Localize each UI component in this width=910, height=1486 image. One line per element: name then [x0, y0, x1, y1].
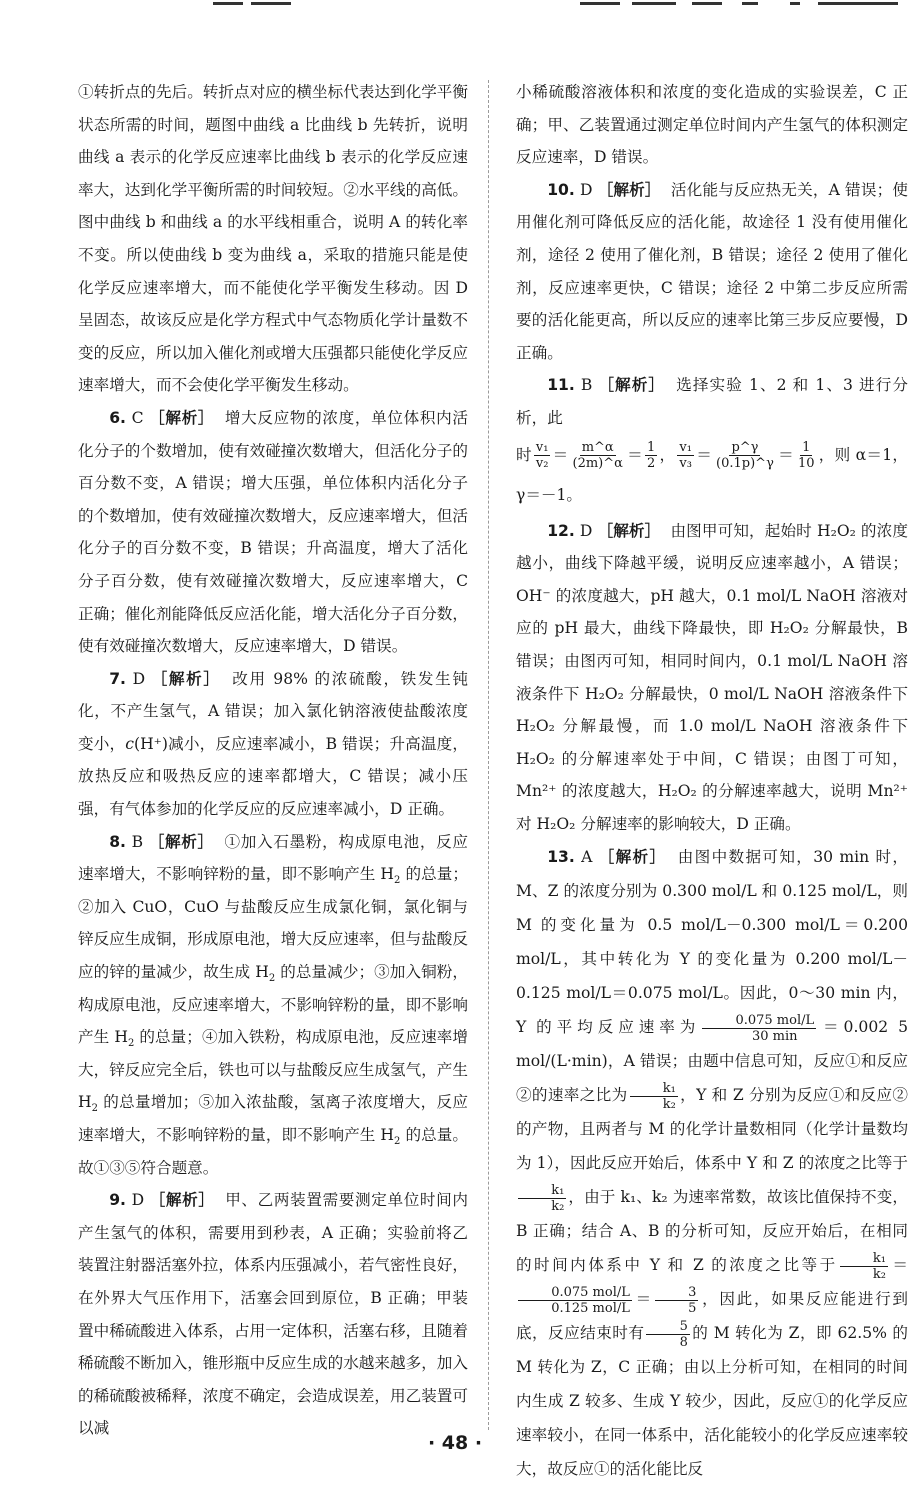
frac-num: v₁	[535, 440, 549, 456]
q12-number: 12.	[547, 521, 575, 540]
frac-num: 3	[655, 1285, 698, 1301]
q6-number: 6.	[109, 408, 126, 427]
frac-num: v₁	[679, 440, 692, 456]
q11-text: 选择实验 1、2 和 1、3 进行分析，此	[516, 376, 908, 427]
fraction-v1-v3	[677, 440, 694, 471]
q12-tag: ［解析］	[597, 521, 661, 540]
q7-answer: D	[132, 669, 146, 688]
right-column	[516, 76, 908, 1486]
fraction-k1-k2	[518, 1183, 566, 1214]
q8-text-5: 的总量增加；⑤加入浓盐酸，氢离子浓度增大，反应速率增大，不影响锌粉的量，即不影响产生 H	[78, 1093, 468, 1144]
q13-answer: A	[581, 848, 593, 867]
fraction-ratio	[518, 1285, 632, 1316]
q8-text-4: 的总量；④加入铁粉，构成原电池，反应速率增大，锌反应完全后，铁也可以与盐酸反应生成氢气，产生 H	[78, 1028, 468, 1112]
q8-text-2: 的总量；②加入 CuO，CuO 与盐酸反应生成氯化铜，氯化铜与锌反应生成铜，形成原电池，增大反应速率，但与盐酸反应的锌的量减少，故生成 H	[78, 865, 468, 982]
q6-tag: ［解析］	[149, 408, 215, 427]
frac-den: (0.1p)^γ	[716, 456, 774, 472]
subscript: 2	[394, 875, 401, 887]
q10-number: 10.	[547, 180, 575, 199]
q8-text-3: 的总量减少；③加入铜粉，构成原电池，反应速率增大，不影响锌粉的量，即不影响产生 H	[78, 963, 468, 1047]
q7-number: 7.	[109, 669, 126, 688]
q7-text-a: 改用 98% 的浓硫酸，铁发生钝化，不产生氢气，A 错误；加入氯化钠溶液使盐酸浓度变小，	[78, 669, 468, 753]
frac-den: 8	[679, 1334, 688, 1350]
frac-den: k₂	[662, 1096, 676, 1112]
frac-den: (2m)^α	[572, 456, 623, 472]
fraction-tenth	[796, 440, 817, 471]
left-column	[78, 76, 468, 1445]
q9-text: 甲、乙两装置需要测定单位时间内产生氢气的体积，需要用到秒表，A 正确；实验前将乙装置注射器活塞外拉，体系内压强减小，若气密性良好，在外界大气压作用下，活塞会回到原位，B 正确；甲装置中稀硫酸进入体系，占用一定体积，活塞右移，且随着稀硫酸不断加入，锥形瓶中反应生成的水越来越多，加入的稀硫酸被稀释，浓度不确定，会造成误差，用乙装置可以减	[78, 1191, 468, 1438]
q11-shi: 时	[516, 445, 532, 464]
answer-q8	[78, 826, 468, 1185]
q13-number: 13.	[547, 848, 575, 867]
fraction-k1-k2	[630, 1081, 678, 1112]
q13-text-4: ，由于 k₁、k₂ 为速率常数，故该比值保持不变，B 正确；结合 A、B 的分析可知，反应开始后，在相同的时间内体系中 Y 和 Z 的浓度之比等于	[516, 1188, 908, 1275]
answer-q11	[516, 369, 908, 434]
answer-q7	[78, 663, 468, 826]
q9-answer: D	[131, 1191, 145, 1210]
frac-num: 0.075 mol/L	[518, 1285, 632, 1301]
q11-tag: ［解析］	[598, 376, 666, 395]
frac-den: k₂	[872, 1266, 886, 1282]
frac-num: k₁	[840, 1251, 888, 1267]
fraction-5-8	[646, 1319, 689, 1350]
paragraph-q9-cont: 小稀硫酸溶液体积和浓度的变化造成的实验误差，C 正确；甲、乙装置通过测定单位时间内产生氢气的体积测定反应速率，D 错误。	[516, 83, 908, 167]
frac-num: p^γ	[731, 440, 759, 456]
q7-text-b: 减小，反应速率减小，B 错误；升高温度，放热反应和吸热反应的速率都增大，C 错误；减小压强，有气体参加的化学反应的反应速率减小，D 正确。	[78, 734, 468, 819]
frac-num: m^α	[581, 440, 614, 456]
answer-q6	[78, 402, 468, 663]
q8-number: 8.	[109, 832, 126, 851]
equals: ＝	[889, 1256, 908, 1275]
q11-formula-line: 时 $\frac{\text{v₁}}{\text{v₂}}$ ＝ $\frac{m\^{}\alpha}{(2m)\^{}\alpha}$ ＝ $\frac{1}{2}$ ， $\frac{\text{v₁}}{\text{v₃}}$ ＝ $\frac{p\^{}\gamma}{(0.1p)\^{}\gamma}$ ＝ $\frac{1}{10}$ ，则 α＝1，γ＝－1。	[516, 440, 908, 504]
fraction-p	[714, 440, 776, 471]
q11-number: 11.	[547, 376, 575, 395]
frac-num: k₁	[518, 1183, 566, 1199]
q9-tag: ［解析］	[149, 1191, 215, 1210]
q10-text: 活化能与反应热无关，A 错误；使用催化剂可降低反应的活化能，故途径 1 没有使用催化剂，途径 2 使用了催化剂，B 错误；途径 2 使用了催化剂，反应速率更快，C 错误；途径 2 中第二步反应所需要的活化能更高，所以反应的速率比第三步反应要慢，D 正确。	[516, 180, 908, 362]
column-divider	[488, 80, 489, 1430]
q13-text-3: ，Y 和 Z 分别为反应①和反应②的产物，且两者与 M 的化学计量数相同（化学计量数均为 1），因此反应开始后，体系中 Y 和 Z 的浓度之比等于	[516, 1086, 908, 1173]
frac-num: 1	[802, 440, 811, 456]
q8-text-6: 的总量。故①③⑤符合题意。	[78, 1126, 468, 1177]
q11-tail: ，则 α＝1，γ＝－1。	[516, 445, 908, 504]
q8-text-1: ①加入石墨粉，构成原电池，反应速率增大，不影响锌粉的量，即不影响产生 H	[78, 832, 468, 884]
q10-answer: D	[579, 180, 593, 199]
q8-answer: B	[131, 832, 144, 851]
frac-den: v₂	[535, 456, 549, 472]
frac-den: 30 min	[752, 1028, 798, 1044]
equals: ＝	[633, 1290, 653, 1309]
q9-number: 9.	[109, 1191, 126, 1210]
answer-q10	[516, 174, 908, 370]
paragraph-q5-cont: ①转折点的先后。转折点对应的横坐标代表达到化学平衡状态所需的时间，题图中曲线 a 比曲线 b 先转折，说明曲线 a 表示的化学反应速率比曲线 b 表示的化学反应速率大，达到化学平衡所需的时间较短。②水平线的高低。图中曲线 b 和曲线 a 的水平线相重合，说明 A 的转化率不变。所以使曲线 b 变为曲线 a，采取的措施只能是使化学反应速率增大，而不能使化学平衡发生移动。因 D 呈固态，故该反应是化学方程式中气态物质化学计量数不变的反应，所以加入催化剂或增大压强都只能使化学反应速率增大，而不会使化学平衡发生移动。	[78, 83, 468, 395]
q7-tag: ［解析］	[151, 669, 221, 688]
subscript: 2	[394, 1136, 401, 1148]
fraction-half	[645, 440, 657, 471]
q11-answer: B	[580, 376, 593, 395]
frac-den: 5	[688, 1300, 697, 1316]
frac-den: 2	[647, 456, 656, 472]
subscript: 2	[127, 1038, 135, 1050]
answer-q12	[516, 515, 908, 841]
q10-tag: ［解析］	[597, 180, 661, 199]
q13-text-2: ＝0.002 5 mol/(L·min)，A 错误；由题中信息可知，反应①和反应②的速率之比为	[516, 1018, 908, 1105]
frac-den: v₃	[679, 456, 692, 472]
frac-num: 0.075 mol/L	[702, 1013, 816, 1029]
q13-text-5: ，因此，如果反应能进行到底，反应结束时有	[516, 1290, 908, 1343]
frac-den: 10	[797, 456, 815, 472]
q7-hplus: (H⁺)	[133, 734, 168, 753]
answer-q13	[516, 840, 908, 1486]
q13-tag: ［解析］	[598, 848, 667, 867]
frac-den: 0.125 mol/L	[551, 1300, 630, 1316]
frac-num: 5	[646, 1319, 689, 1335]
answer-q9	[78, 1184, 468, 1445]
frac-num: 1	[647, 440, 656, 456]
q8-tag: ［解析］	[148, 832, 214, 851]
fraction-m	[571, 440, 625, 471]
top-edge-marks	[0, 0, 910, 8]
q13-text-1: 由图中数据可知，30 min 时，M、Z 的浓度分别为 0.300 mol/L 和 0.125 mol/L，则 M 的变化量为 0.5 mol/L－0.300 mol/L＝0.200 mol/L，其中转化为 Y 的变化量为 0.200 mol/L－0.125 mol/L＝0.075 mol/L。因此，0～30 min 内，Y 的平均反应速率为	[516, 848, 908, 1037]
frac-num: k₁	[630, 1081, 678, 1097]
frac-den: k₂	[551, 1198, 565, 1214]
q12-answer: D	[579, 521, 593, 540]
fraction-v1-v2	[534, 440, 551, 471]
subscript: 2	[268, 973, 276, 985]
q12-text: 由图甲可知，起始时 H₂O₂ 的浓度越小，曲线下降越平缓，说明反应速率越小，A 错误；OH⁻ 的浓度越大，pH 越大，0.1 mol/L NaOH 溶液对应的 pH 最大，曲线下降最快，即 H₂O₂ 分解最快，B 错误；由图丙可知，相同时间内，0.1 mol/L NaOH 溶液条件下 H₂O₂ 分解最快，0 mol/L NaOH 溶液条件下 H₂O₂ 分解最慢，而 1.0 mol/L NaOH 溶液条件下 H₂O₂ 的分解速率处于中间，C 错误；由图丁可知，Mn²⁺ 的浓度越大，H₂O₂ 的分解速率越大，说明 Mn²⁺ 对 H₂O₂ 分解速率的影响较大，D 正确。	[516, 521, 908, 833]
q7-c-symbol: c	[125, 734, 134, 753]
page-number: · 48 ·	[427, 1432, 483, 1454]
fraction-3-5	[655, 1285, 698, 1316]
q6-text: 增大反应物的浓度，单位体积内活化分子的个数增加，使有效碰撞次数增大，但活化分子的百分数不变，A 错误；增大压强，单位体积内活化分子的个数增加，使有效碰撞次数增大，反应速率增大，但活化分子的百分数不变，B 错误；升高温度，增大了活化分子百分数，使有效碰撞次数增大，反应速率增大，C 正确；催化剂能降低反应活化能，增大活化分子百分数，使有效碰撞次数增大，反应速率增大，D 错误。	[78, 408, 468, 656]
q6-answer: C	[131, 408, 144, 427]
fraction-rate	[702, 1013, 816, 1044]
subscript: 2	[91, 1103, 98, 1115]
q13-text-6: 的 M 转化为 Z，即 62.5% 的 M 转化为 Z，C 正确；由以上分析可知，在相同的时间内生成 Z 较多、生成 Y 较少，因此，反应①的化学反应速率较小，在同一体系中，活化能较小的化学反应速率较大，故反应①的活化能比反	[516, 1324, 908, 1479]
fraction-k1-k2	[840, 1251, 888, 1282]
